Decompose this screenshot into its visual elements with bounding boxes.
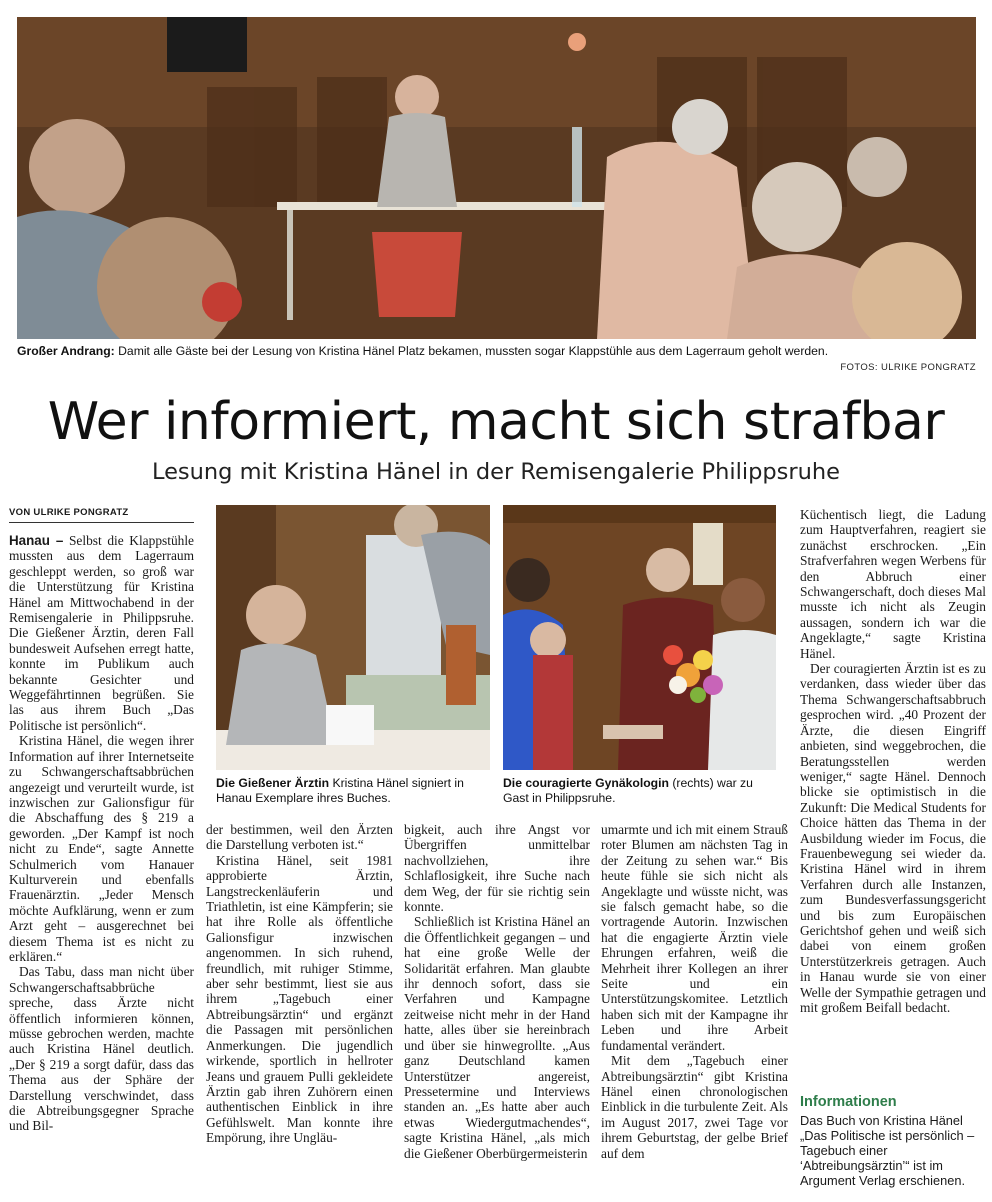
article-column-4 xyxy=(601,822,788,1198)
paragraph: Küchentisch liegt, die Ladung zum Hauptverfahren, reagiert sie zunächst erschrocken. „Ein Strafverfahren wegen Werbens für den Abbruch einer Schwangerschaft, doch dieses Mal musste ich nicht als Zeugin aussagen, sondern ich war die Angeklagte,“ sagte Kristina Hänel. xyxy=(800,507,986,661)
top-photo-caption: Großer Andrang: Damit alle Gäste bei der Lesung von Kristina Hänel Platz bekamen, mussten sogar Klappstühle aus dem Lagerraum geholt werden. xyxy=(17,344,829,358)
info-heading: Informationen xyxy=(800,1094,897,1110)
page-title: Wer informiert, macht sich strafbar xyxy=(47,392,945,452)
dateline: Hanau – xyxy=(9,533,64,548)
signing-photo xyxy=(216,505,490,770)
paragraph: Der couragierten Ärztin ist es zu verdanken, dass wieder über das Thema Schwangerschaftsabbruch gesprochen wird. „40 Prozent der Ärzte, die diesen Eingriff anbieten, sind weggebrochen, die Beratungsstellen werden weniger,“ sagte Hänel. Dennoch blicke sie optimistisch in die Zukunft: Die Medical Students for Choice hätten das Thema in der Ausbildung wieder im Focus, die Frauenbewegung sei wieder da. Kristina Hänel wird in ihrem Verfahren durch alle Instanzen, zum Bundesverfassungsgericht und bis zum Europäischen Gerichtshof gehen und weiß sich dabei von einem großen Unterstützerkreis getragen. Auch in Hanau wurde sie von einer Welle der Sympathie getragen und mit großem Beifall bedacht. xyxy=(800,661,986,1015)
paragraph: Kristina Hänel, seit 1981 approbierte Ärztin, Langstreckenläuferin und Triathletin, ist eine Kämpferin; sie hat ihre Rolle als öffentliche Galionsfigur inzwischen angenommen. In sich ruhend, freundlich, mit ruhiger Stimme, aber sehr bestimmt, liest sie aus ihrem „Tagebuch einer Abtreibungsärztin“ und ergänzt die Passagen mit persönlichen Anmerkungen. Die jugendlich wirkende, sportlich in hellroter Jeans und grauem Pulli gekleidete Ärztin gab ihren Zuhörern einen authentischen Einblick in ihre Gefühlswelt. Man konnte ihre Empörung, ihre Ungläu- xyxy=(206,852,393,1146)
article-column-3 xyxy=(404,822,590,1198)
article-column-5 xyxy=(800,507,986,1092)
info-text: Das Buch von Kristina Hänel „Das Politische ist persönlich – Tagebuch einer ‘Abtreibungsärztin’“ ist im Argument Verlag erschienen. xyxy=(800,1113,975,1188)
byline-rule xyxy=(9,522,194,523)
top-photo xyxy=(17,17,976,339)
paragraph: Kristina Hänel, die wegen ihrer Information auf ihrer Internetseite zu Schwangerschaftsabbrüchen angezeigt und verurteilt wurde, ist inzwischen zur Galionsfigur für die Abschaffung des § 219 a geworden. „Der Kampf ist noch nicht zu Ende“, sagte Annette Schulmerich vom Hanauer Kulturverein und ebenfalls Frauenärztin. „Jeder Mensch möchte Aufklärung, wenn er zum Arzt geht – ausgerechnet bei diesem Thema ist es nicht zu erklären.“ xyxy=(9,733,194,964)
byline: VON ULRIKE PONGRATZ xyxy=(9,507,129,518)
paragraph: Hanau – Selbst die Klappstühle mussten aus dem Lagerraum geschleppt werden, so groß war die Unterstützung für Kristina Hänel am Mittwochabend in der Remisengalerie in Philippsruhe. Die Gießener Ärztin, deren Fall bundesweit Aufsehen erregt hatte, konnte im Publikum auch bekannte Gesichter und Weggefährtinnen begrüßen. Sie las aus ihrem Buch „Das Politische ist persönlich“. xyxy=(9,533,194,733)
flowers-photo-caption: Die couragierte Gynäkologin (rechts) war zu Gast in Philippsruhe. xyxy=(503,776,753,805)
article-column-1 xyxy=(9,533,194,1198)
signing-photo-caption: Die Gießener Ärztin Kristina Hänel signiert in Hanau Exemplare ihres Buches. xyxy=(216,776,464,805)
paragraph: der bestimmen, weil den Ärzten die Darstellung verboten ist.“ xyxy=(206,822,393,853)
article-column-2 xyxy=(206,822,393,1198)
paragraph: Mit dem „Tagebuch einer Abtreibungsärztin“ gibt Kristina Hänel einen chronologischen Einblick in die turbulente Zeit. Als im August 2017, zwei Tage vor ihrem Geburtstag, der gelbe Brief auf dem xyxy=(601,1053,788,1161)
paragraph: Das Tabu, dass man nicht über Schwangerschaftsabbrüche spreche, dass Ärzte nicht öffentlich informieren können, müsse gebrochen werden, machte auch Kristina Hänel deutlich. „Der § 219 a sorgt dafür, dass das Thema aus der Sphäre der Darstellung verschwindet, dass die Abtreibungsgegner Sprache und Bil- xyxy=(9,964,194,1134)
paragraph: umarmte und ich mit einem Strauß roter Blumen am nächsten Tag in der Zeitung zu sehen war.“ Bis heute fühle sie sich nicht als Angeklagte und wüsste nicht, was sie falsch gemacht habe, so die vortragende Autorin. Inzwischen hat die engagierte Ärztin viele Ehrungen erfahren, weiß die Mehrheit ihrer Kollegen an ihrer Seite und ein Unterstützungskomitee. Letztlich haben sich mit der Kampagne ihr Leben und ihre Arbeit fundamental verändert. xyxy=(601,822,788,1053)
flowers-photo xyxy=(503,505,776,770)
paragraph: bigkeit, auch ihre Angst vor Übergriffen unmittelbar nachvollziehen, ihre Schlaflosigkeit, ihre Suche nach dem Weg, der für sie richtig sein konnte. xyxy=(404,822,590,915)
subheadline: Lesung mit Kristina Hänel in der Remisengalerie Philippsruhe xyxy=(151,459,841,485)
photo-credit: FOTOS: ULRIKE PONGRATZ xyxy=(840,362,976,373)
paragraph: Schließlich ist Kristina Hänel an die Öffentlichkeit gegangen – und hat eine große Welle der Solidarität erfahren. Man glaubte ihr dennoch sofort, dass sie Verfahren und Kampagne zeitweise nicht mehr in der Hand hatte, alles über sie hereinbrach und über sie hinwegrollte. „Aus ganz Deutschland kamen Unterstützer angereist, Pressetermine und Interviews standen an. „Es hatte aber auch etwas Wiedergutmachendes“, sagte Kristina Hänel, „als mich die Gießener Oberbürgermeisterin xyxy=(404,914,590,1161)
